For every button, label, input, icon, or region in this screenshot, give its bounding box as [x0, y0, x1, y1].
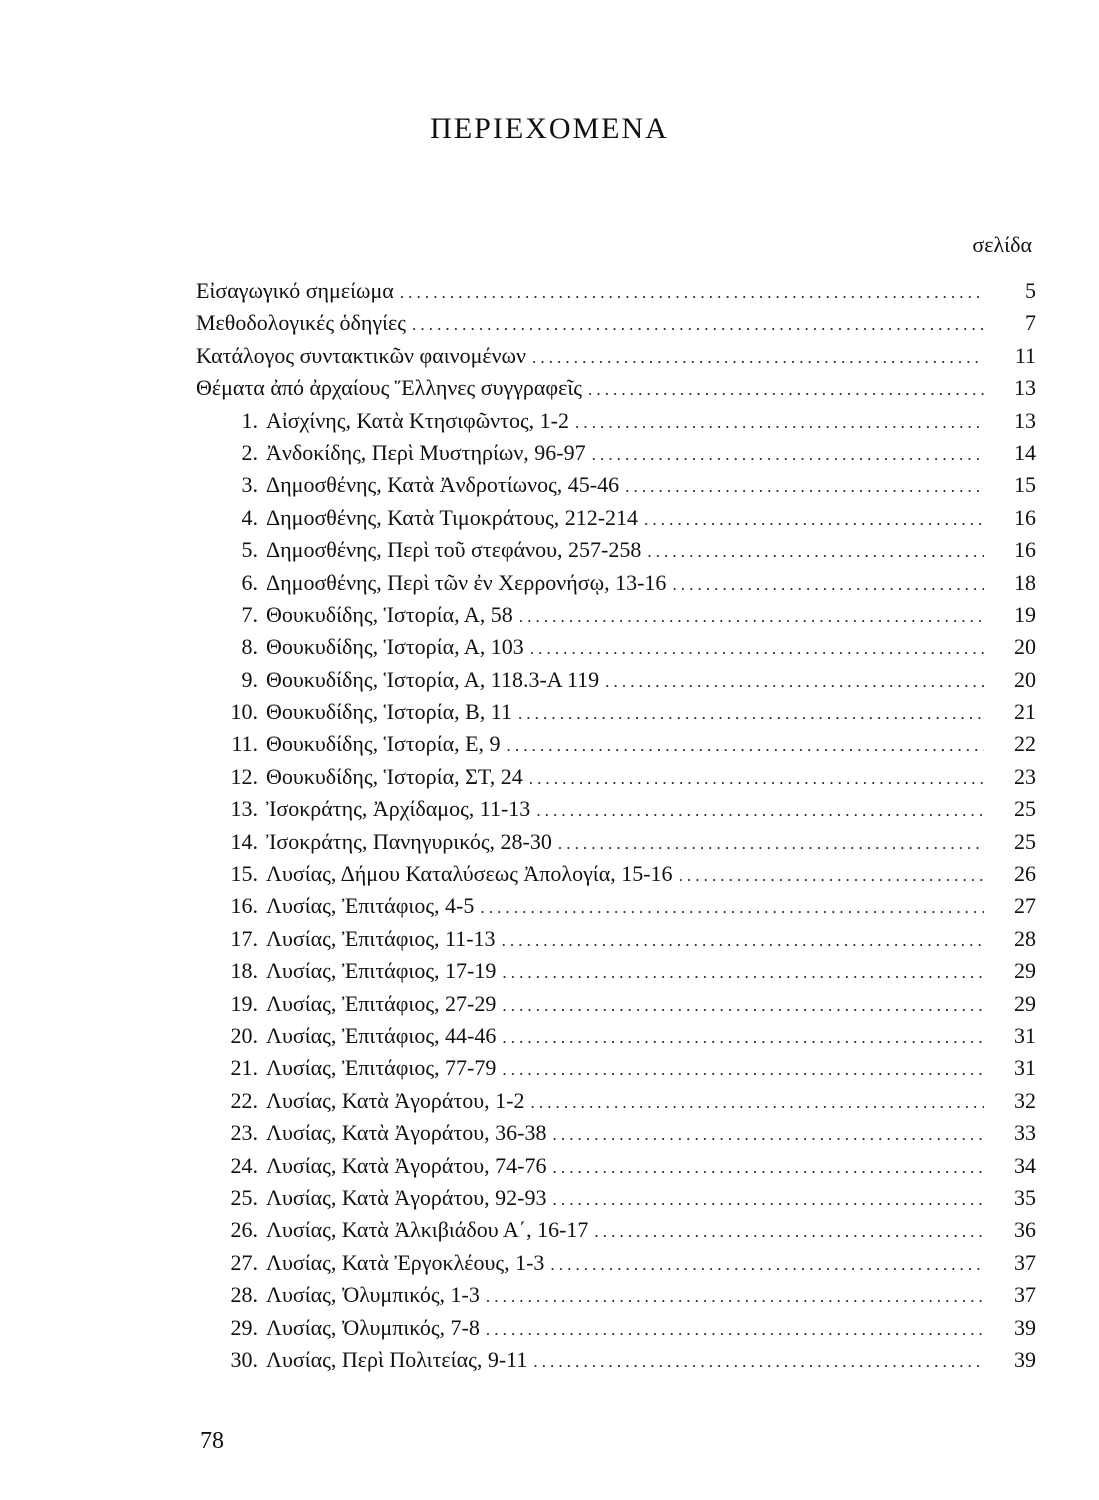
- toc-entry: [196, 761, 1036, 793]
- entry-number: 2.: [241, 439, 258, 465]
- entry-page: 21: [1014, 699, 1036, 725]
- toc-entry: [196, 405, 1036, 437]
- entry-title: Λυσίας, Κατὰ Ἀγοράτου, 1-2: [266, 1087, 525, 1113]
- dot-leader: [575, 407, 984, 439]
- dot-leader: [679, 860, 984, 892]
- entry-page: 37: [1014, 1282, 1036, 1308]
- dot-leader: [592, 439, 984, 471]
- entry-title: Λυσίας, Ἐπιτάφιος, 44-46: [266, 1022, 497, 1048]
- entry-title: Δημοσθένης, Κατὰ Ἀνδροτίωνος, 45-46: [266, 472, 620, 498]
- toc-entry: [196, 631, 1036, 663]
- entry-number: 10.: [230, 699, 258, 725]
- entry-number: 15.: [230, 861, 258, 887]
- dot-leader: [536, 795, 984, 827]
- entry-page: 33: [1014, 1120, 1036, 1146]
- toc-entry: [196, 826, 1036, 858]
- page-number: 78: [200, 1428, 224, 1454]
- dot-leader: [553, 1119, 985, 1151]
- entry-number: 26.: [230, 1217, 258, 1243]
- dot-leader: [502, 1054, 984, 1086]
- entry-title: Λυσίας, Ἐπιτάφιος, 4-5: [266, 893, 475, 919]
- toc-entry: [196, 890, 1036, 922]
- toc-entry: [196, 1247, 1036, 1279]
- entry-title: Λυσίας, Περὶ Πολιτείας, 9-11: [266, 1346, 528, 1372]
- dot-leader: [502, 1022, 984, 1054]
- entry-page: 22: [1014, 731, 1036, 757]
- entry-page: 20: [1014, 634, 1036, 660]
- entry-title: Λυσίας, Ἐπιτάφιος, 11-13: [266, 925, 496, 951]
- entry-title: Ἰσοκράτης, Ἀρχίδαμος, 11-13: [266, 796, 531, 822]
- entry-title: Αἰσχίνης, Κατὰ Κτησιφῶντος, 1-2: [266, 407, 569, 433]
- entry-number: 6.: [241, 569, 258, 595]
- entry-title: Εἰσαγωγικό σημείωμα: [196, 278, 394, 303]
- dot-leader: [412, 309, 984, 341]
- entry-title: Ἀνδοκίδης, Περὶ Μυστηρίων, 96-97: [266, 439, 586, 465]
- entry-title: Θουκυδίδης, Ἱστορία, Α, 118.3-Α 119: [266, 666, 600, 692]
- entry-page: 39: [1014, 1346, 1036, 1372]
- entry-title: Δημοσθένης, Κατὰ Τιμοκράτους, 212-214: [266, 504, 639, 530]
- entry-title: Λυσίας, Ἐπιτάφιος, 17-19: [266, 958, 497, 984]
- toc-entry: [196, 437, 1036, 469]
- toc-entry: [196, 793, 1036, 825]
- dot-leader: [400, 277, 984, 309]
- entry-page: 29: [1014, 958, 1036, 984]
- entry-number: 22.: [230, 1087, 258, 1113]
- entry-page: 31: [1014, 1022, 1036, 1048]
- dot-leader: [507, 730, 984, 762]
- entry-page: 28: [1014, 925, 1036, 951]
- entry-number: 9.: [241, 666, 258, 692]
- entry-page: 20: [1014, 666, 1036, 692]
- toc-entry: [196, 1344, 1036, 1376]
- dot-leader: [502, 957, 984, 989]
- entry-title: Λυσίας, Ἐπιτάφιος, 77-79: [266, 1055, 497, 1081]
- entry-number: 11.: [231, 731, 258, 757]
- entry-title: Θουκυδίδης, Ἱστορία, Β, 11: [266, 699, 512, 725]
- entry-page: 34: [1014, 1152, 1036, 1178]
- entry-number: 19.: [230, 990, 258, 1016]
- dot-leader: [530, 633, 984, 665]
- entry-page: 16: [1014, 504, 1036, 530]
- entry-number: 27.: [230, 1249, 258, 1275]
- entry-title: Θουκυδίδης, Ἱστορία, ΣΤ, 24: [266, 763, 523, 789]
- entry-page: 13: [1014, 407, 1036, 433]
- entry-number: 7.: [241, 601, 258, 627]
- toc-entry: [196, 599, 1036, 631]
- entry-title: Λυσίας, Κατὰ Ἀγοράτου, 92-93: [266, 1184, 547, 1210]
- dot-leader: [518, 698, 984, 730]
- toc-entry: [196, 469, 1036, 501]
- dot-leader: [531, 1087, 985, 1119]
- dot-leader: [532, 342, 984, 374]
- entry-page: 25: [1014, 796, 1036, 822]
- toc-entry: [196, 534, 1036, 566]
- entry-title: Λυσίας, Κατὰ Ἀλκιβιάδου Α΄, 16-17: [266, 1217, 589, 1243]
- entry-number: 24.: [230, 1152, 258, 1178]
- entry-number: 8.: [241, 634, 258, 660]
- toc-entry: [196, 1182, 1036, 1214]
- entry-page: 11: [1014, 342, 1036, 368]
- entry-page: 26: [1014, 861, 1036, 887]
- entry-page: 35: [1014, 1184, 1036, 1210]
- dot-leader: [519, 601, 984, 633]
- entry-page: 32: [1014, 1087, 1036, 1113]
- entry-number: 23.: [230, 1120, 258, 1146]
- pages-column-label: σελίδα: [972, 232, 1032, 257]
- entry-page: 13: [1014, 375, 1036, 401]
- dot-leader: [594, 1216, 984, 1248]
- entry-title: Δημοσθένης, Περὶ τοῦ στεφάνου, 257-258: [266, 537, 642, 563]
- table-of-contents: [196, 275, 1036, 1376]
- entry-number: 20.: [230, 1022, 258, 1048]
- dot-leader: [533, 1346, 984, 1378]
- toc-entry: [196, 1312, 1036, 1344]
- dot-leader: [529, 763, 984, 795]
- entry-number: 3.: [241, 472, 258, 498]
- entry-page: 36: [1014, 1217, 1036, 1243]
- entry-number: 5.: [241, 537, 258, 563]
- entry-number: 14.: [230, 828, 258, 854]
- entry-page: 18: [1014, 569, 1036, 595]
- entry-number: 12.: [230, 763, 258, 789]
- toc-entry: [196, 728, 1036, 760]
- entry-page: 14: [1014, 439, 1036, 465]
- toc-entry: [196, 1020, 1036, 1052]
- dot-leader: [550, 1249, 984, 1281]
- toc-entry: [196, 1214, 1036, 1246]
- dot-leader: [588, 374, 984, 406]
- dot-leader: [480, 892, 984, 924]
- dot-leader: [502, 925, 984, 957]
- dot-leader: [553, 1152, 985, 1184]
- toc-entry: [196, 340, 1036, 372]
- toc-entry: [196, 1052, 1036, 1084]
- dot-leader: [553, 1184, 985, 1216]
- dot-leader: [605, 666, 984, 698]
- entry-title: Λυσίας, Ὀλυμπικός, 1-3: [266, 1282, 480, 1308]
- entry-number: 18.: [230, 958, 258, 984]
- entry-page: 5: [1025, 278, 1036, 303]
- entry-title: Λυσίας, Κατὰ Ἀγοράτου, 74-76: [266, 1152, 547, 1178]
- dot-leader: [502, 990, 984, 1022]
- toc-entry: [196, 502, 1036, 534]
- entry-page: 37: [1014, 1249, 1036, 1275]
- entry-page: 27: [1014, 893, 1036, 919]
- toc-entry: [196, 275, 1036, 307]
- entry-number: 16.: [230, 893, 258, 919]
- entry-title: Λυσίας, Κατὰ Ἐργοκλέους, 1-3: [266, 1249, 545, 1275]
- page-title: ΠΕΡΙΕΧΟΜΕΝΑ: [430, 112, 669, 145]
- entry-title: Λυσίας, Ὀλυμπικός, 7-8: [266, 1314, 480, 1340]
- toc-entry: [196, 664, 1036, 696]
- entry-title: Λυσίας, Κατὰ Ἀγοράτου, 36-38: [266, 1120, 547, 1146]
- toc-entry: [196, 696, 1036, 728]
- entry-page: 16: [1014, 537, 1036, 563]
- toc-entry: [196, 1117, 1036, 1149]
- dot-leader: [486, 1314, 984, 1346]
- entry-title: Λυσίας, Ἐπιτάφιος, 27-29: [266, 990, 497, 1016]
- toc-entry: [196, 1279, 1036, 1311]
- entry-number: 13.: [230, 796, 258, 822]
- dot-leader: [647, 536, 984, 568]
- entry-number: 1.: [241, 407, 258, 433]
- toc-entry: [196, 1150, 1036, 1182]
- toc-entry: [196, 307, 1036, 339]
- dot-leader: [625, 471, 984, 503]
- toc-entry: [196, 858, 1036, 890]
- entry-page: 31: [1014, 1055, 1036, 1081]
- entry-number: 25.: [230, 1184, 258, 1210]
- entry-title: Ἰσοκράτης, Πανηγυρικός, 28-30: [266, 828, 552, 854]
- dot-leader: [672, 569, 984, 601]
- entry-page: 23: [1014, 763, 1036, 789]
- entry-page: 7: [1025, 310, 1036, 336]
- entry-page: 15: [1014, 472, 1036, 498]
- entry-number: 28.: [230, 1282, 258, 1308]
- entry-title: Θουκυδίδης, Ἱστορία, Ε, 9: [266, 731, 501, 757]
- entry-page: 29: [1014, 990, 1036, 1016]
- dot-leader: [644, 504, 984, 536]
- entry-title: Θέματα ἀπό ἀρχαίους Ἕλληνες συγγραφεῖς: [196, 375, 582, 401]
- entry-title: Θουκυδίδης, Ἱστορία, Α, 58: [266, 601, 513, 627]
- toc-entry: [196, 372, 1036, 404]
- toc-entry: [196, 923, 1036, 955]
- entry-page: 25: [1014, 828, 1036, 854]
- toc-entry: [196, 1085, 1036, 1117]
- entry-page: 39: [1014, 1314, 1036, 1340]
- entry-page: 19: [1014, 601, 1036, 627]
- entry-number: 17.: [230, 925, 258, 951]
- entry-title: Λυσίας, Δήμου Καταλύσεως Ἀπολογία, 15-16: [266, 861, 673, 887]
- toc-entry: [196, 955, 1036, 987]
- entry-title: Κατάλογος συντακτικῶν φαινομένων: [196, 342, 526, 368]
- dot-leader: [558, 828, 984, 860]
- toc-entry: [196, 567, 1036, 599]
- toc-entry: [196, 988, 1036, 1020]
- dot-leader: [486, 1281, 984, 1313]
- entry-number: 21.: [230, 1055, 258, 1081]
- entry-number: 29.: [230, 1314, 258, 1340]
- entry-title: Θουκυδίδης, Ἱστορία, Α, 103: [266, 634, 524, 660]
- entry-title: Μεθοδολογικές ὁδηγίες: [196, 310, 407, 336]
- entry-title: Δημοσθένης, Περὶ τῶν ἐν Χερρονήσῳ, 13-16: [266, 569, 667, 595]
- entry-number: 4.: [241, 504, 258, 530]
- entry-number: 30.: [230, 1346, 258, 1372]
